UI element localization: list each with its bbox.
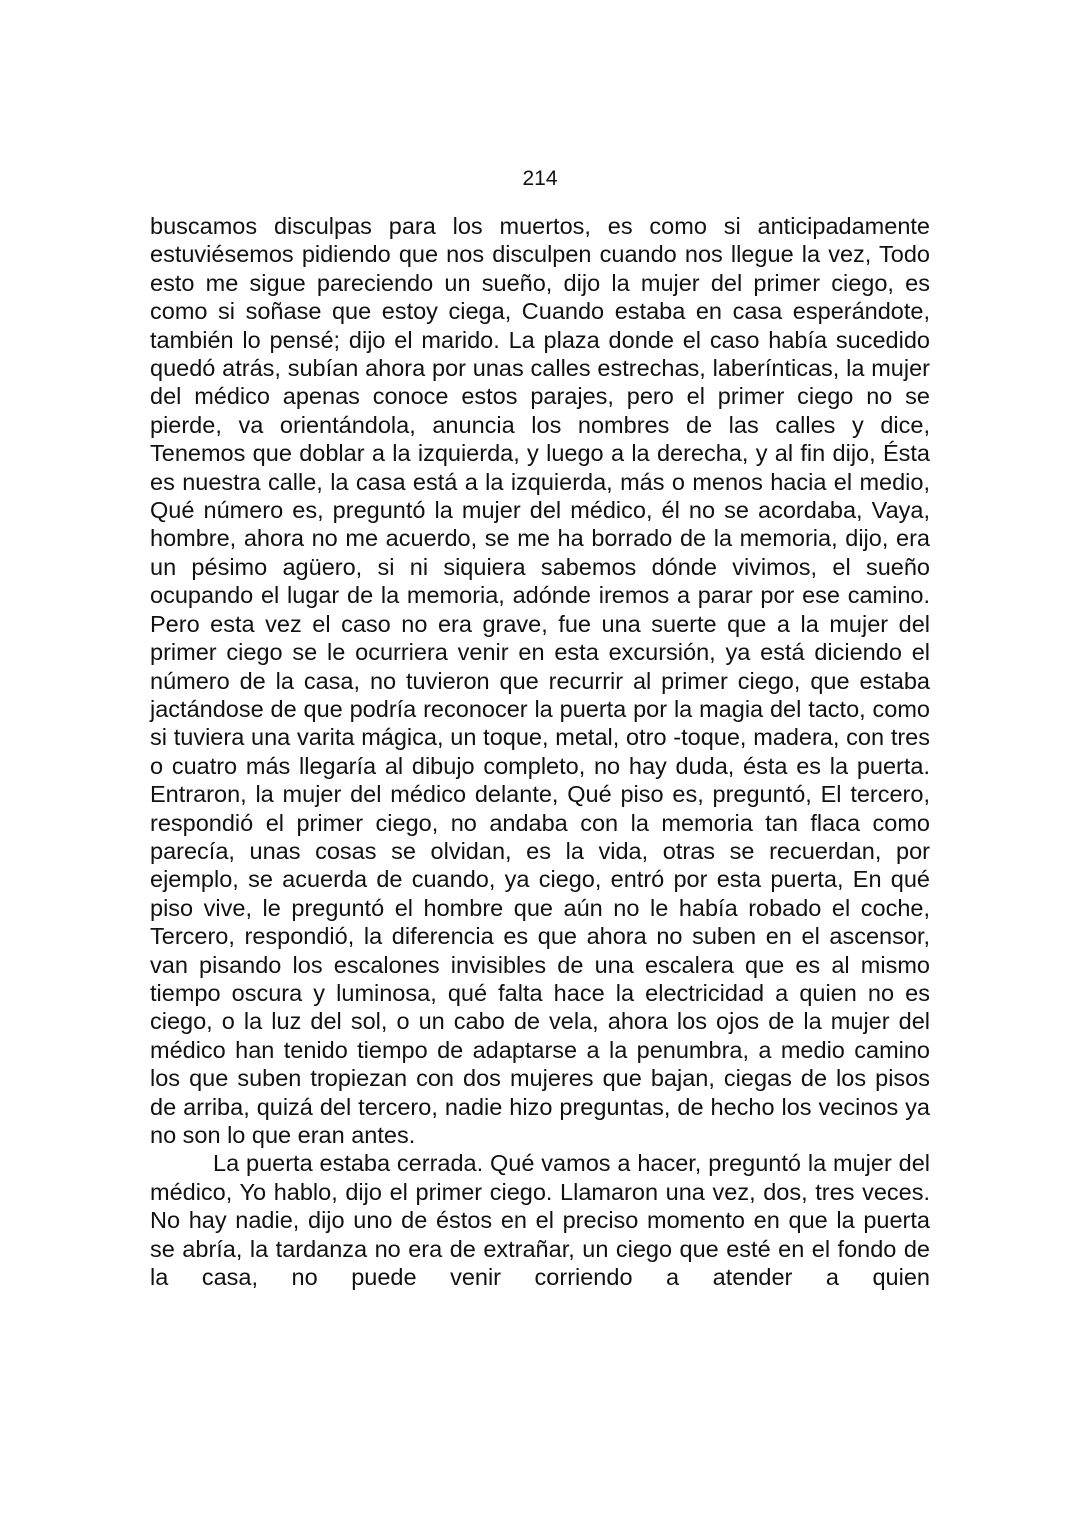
page-number: 214 — [522, 167, 558, 190]
body-text — [150, 212, 930, 1291]
paragraph: buscamos disculpas para los muertos, es como si anticipadamente estuviésemos pidiendo que nos disculpen cuando nos llegue la vez, Todo esto me sigue pareciendo un sueño, dijo la mujer del primer ciego, es como si soñase que estoy ciega, Cuando estaba en casa esperándote, también lo pensé; dijo el marido. La plaza donde el caso había sucedido quedó atrás, subían ahora por unas calles estrechas, laberínticas, la mujer del médico apenas conoce estos parajes, pero el primer ciego no se pierde, va orientándola, anuncia los nombres de las calles y dice, Tenemos que doblar a la izquierda, y luego a la derecha, y al fin dijo, Ésta es nuestra calle, la casa está a la izquierda, más o menos hacia el medio, Qué número es, preguntó la mujer del médico, él no se acordaba, Vaya, hombre, ahora no me acuerdo, se me ha borrado de la memoria, dijo, era un pésimo agüero, si ni siquiera sabemos dónde vivimos, el sueño ocupando el lugar de la memoria, adónde iremos a parar por ese camino. Pero esta vez el caso no era grave, fue una suerte que a la mujer del primer ciego se le ocurriera venir en esta excursión, ya está diciendo el número de la casa, no tuvieron que recurrir al primer ciego, que estaba jactándose de que podría reconocer la puerta por la magia del tacto, como si tuviera una varita mágica, un toque, metal, otro -toque, madera, con tres o cuatro más llegaría al dibujo completo, no hay duda, ésta es la puerta. Entraron, la mujer del médico delante, Qué piso es, preguntó, El tercero, respondió el primer ciego, no andaba con la memoria tan flaca como parecía, unas cosas se olvidan, es la vida, otras se recuerdan, por ejemplo, se acuerda de cuando, ya ciego, entró por esta puerta, En qué piso vive, le preguntó el hombre que aún no le había robado el coche, Tercero, respondió, la diferencia es que ahora no suben en el ascensor, van pisando los escalones invisibles de una escalera que es al mismo tiempo oscura y luminosa, qué falta hace la electricidad a quien no es ciego, o la luz del sol, o un cabo de vela, ahora los ojos de la mujer del médico han tenido tiempo de adaptarse a la penumbra, a medio camino los que suben tropiezan con dos mujeres que bajan, ciegas de los pisos de arriba, quizá del tercero, nadie hizo preguntas, de hecho los vecinos ya no son lo que eran antes. — [150, 213, 930, 1148]
paragraph: La puerta estaba cerrada. Qué vamos a hacer, preguntó la mujer del médico, Yo hablo, dijo el primer ciego. Llamaron una vez, dos, tres veces. No hay nadie, dijo uno de éstos en el preciso momento en que la puerta se abría, la tardanza no era de extrañar, un ciego que esté en el fondo de la casa, no puede venir corriendo a atender a quien — [150, 1150, 930, 1291]
